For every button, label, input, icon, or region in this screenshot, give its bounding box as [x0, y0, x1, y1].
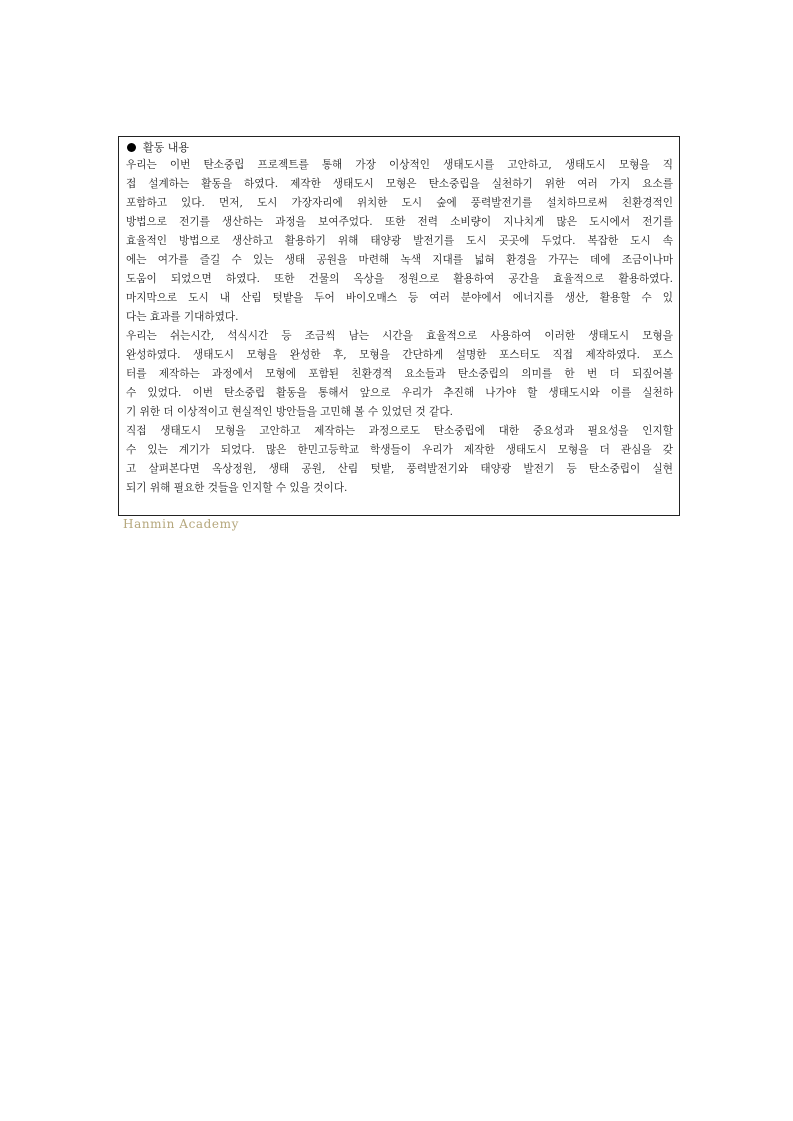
body-line: 기 위한 더 이상적이고 현실적인 방안들을 고민해 볼 수 있었던 것 같다.: [126, 406, 453, 418]
body-line: 고 살펴본다면 옥상정원, 생태 공원, 산림 텃밭, 풍력발전기와 태양광 발전기 등 탄소중립이 실현: [126, 463, 673, 475]
body-line: 터를 제작하는 과정에서 모형에 포함된 친환경적 요소들과 탄소중립의 의미를 한 번 더 되짚어볼: [126, 368, 673, 380]
body-line: 되기 위해 필요한 것들을 인지할 수 있을 것이다.: [126, 482, 348, 494]
body-line: 도움이 되었으면 하였다. 또한 건물의 옥상을 정원으로 활용하여 공간을 효율적으로 활용하였다.: [126, 273, 673, 285]
body-line: 완성하였다. 생태도시 모형을 완성한 후, 모형을 간단하게 설명한 포스터도 직접 제작하였다. 포스: [126, 349, 673, 361]
activity-content-box: [118, 136, 680, 516]
body-line: 수 있는 계기가 되었다. 많은 한민고등학교 학생들이 우리가 제작한 생태도시 모형을 더 관심을 갖: [126, 444, 673, 456]
body-line: 방법으로 전기를 생산하는 과정을 보여주었다. 또한 전력 소비량이 지나치게 많은 도시에서 전기를: [126, 216, 673, 228]
body-line: 포함하고 있다. 먼저, 도시 가장자리에 위치한 도시 숲에 풍력발전기를 설치하므로써 친환경적인: [126, 197, 673, 209]
body-line: 접 설계하는 활동을 하였다. 제작한 생태도시 모형은 탄소중립을 실천하기 위한 여러 가지 요소를: [126, 178, 673, 190]
section-heading: [126, 139, 673, 156]
bullet-icon: [127, 143, 136, 152]
body-line: 직접 생태도시 모형을 고안하고 제작하는 과정으로도 탄소중립에 대한 중요성과 필요성을 인지할: [126, 425, 673, 437]
body-line: 수 있었다. 이번 탄소중립 활동을 통해서 앞으로 우리가 추진해 나가야 할 생태도시와 이를 실천하: [126, 387, 673, 399]
body-line: 우리는 이번 탄소중립 프로젝트를 통해 가장 이상적인 생태도시를 고안하고, 생태도시 모형을 직: [126, 159, 673, 171]
body-line: 효율적인 방법으로 생산하고 활용하기 위해 태양광 발전기를 도시 곳곳에 두었다. 복잡한 도시 속: [126, 235, 673, 247]
section-heading-text: 활동 내용: [143, 141, 190, 154]
body-line: 다는 효과를 기대하였다.: [126, 311, 239, 323]
body-line: 마지막으로 도시 내 산림 텃밭을 두어 바이오매스 등 여러 분야에서 에너지를 생산, 활용할 수 있: [126, 292, 673, 304]
body-line: 에는 여가를 즐길 수 있는 생태 공원을 마련해 녹색 지대를 넓혀 환경을 가꾸는 데에 조금이나마: [126, 254, 673, 266]
body-line: 우리는 쉬는시간, 석식시간 등 조금씩 남는 시간을 효율적으로 사용하여 이러한 생태도시 모형을: [126, 330, 673, 342]
academy-watermark: Hanmin Academy: [123, 517, 239, 531]
